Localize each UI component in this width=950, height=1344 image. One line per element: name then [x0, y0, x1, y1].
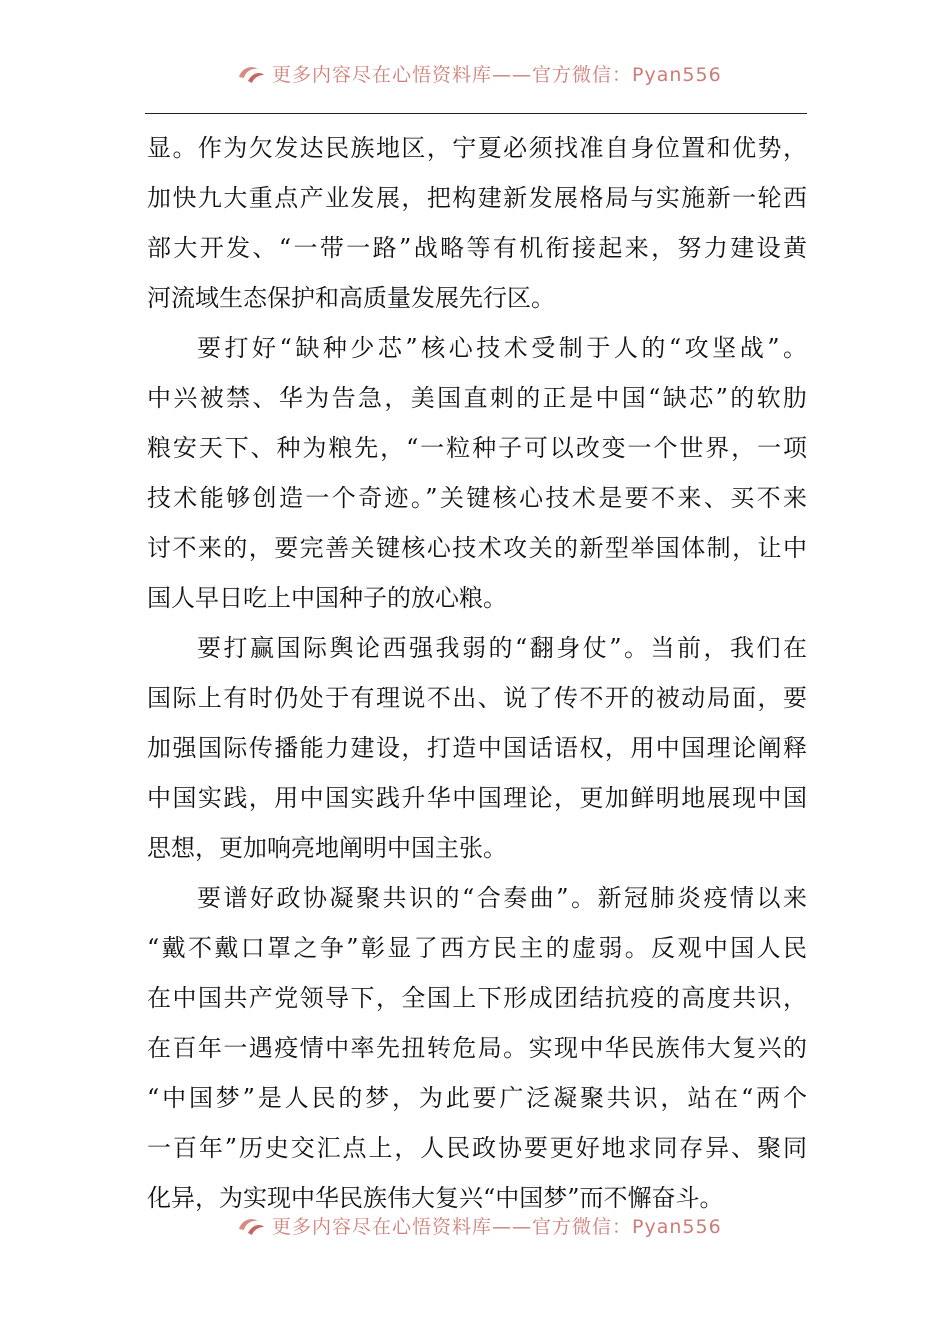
text-line: 要打好“缺种少芯”核心技术受制于人的“攻坚战”。	[197, 334, 807, 362]
text-line: 中国实践，用中国实践升华中国理论，更加鲜明地展现中国	[147, 784, 807, 812]
text-line: 在百年一遇疫情中率先扭转危局。实现中华民族伟大复兴的	[147, 1034, 807, 1062]
header-watermark	[0, 56, 950, 86]
text-line: 国际上有时仍处于有理说不出、说了传不开的被动局面，要	[147, 684, 807, 712]
text-line: 要谱好政协凝聚共识的“合奏曲”。新冠肺炎疫情以来	[197, 884, 807, 912]
text-line: 粮安天下、种为粮先，“一粒种子可以改变一个世界，一项	[147, 434, 807, 462]
text-line: 要打赢国际舆论西强我弱的“翻身仗”。当前，我们在	[197, 634, 807, 662]
paragraph	[147, 623, 807, 873]
text-line: 思想，更加响亮地阐明中国主张。	[147, 834, 507, 862]
footer-watermark	[0, 1208, 950, 1238]
text-line: 中兴被禁、华为告急，美国直刺的正是中国“缺芯”的软肋	[147, 384, 807, 412]
text-line: 显。作为欠发达民族地区，宁夏必须找准自身位置和优势，	[147, 134, 807, 162]
paragraph	[147, 873, 807, 1223]
text-line: “中国梦”是人民的梦，为此要广泛凝聚共识，站在“两个	[147, 1084, 807, 1112]
text-line: 技术能够创造一个奇迹。”关键核心技术是要不来、买不来	[147, 484, 807, 512]
document-body	[147, 123, 807, 1223]
text-line: 在中国共产党领导下，全国上下形成团结抗疫的高度共识，	[147, 984, 807, 1012]
paragraph	[147, 323, 807, 623]
watermark-text: 更多内容尽在心悟资料库——官方微信：Pyan556	[272, 1216, 722, 1238]
text-line: 加强国际传播能力建设，打造中国话语权，用中国理论阐释	[147, 734, 807, 762]
text-line: 讨不来的，要完善关键核心技术攻关的新型举国体制，让中	[147, 534, 807, 562]
paragraph	[147, 123, 807, 323]
header-rule	[145, 113, 807, 114]
text-line: 国人早日吃上中国种子的放心粮。	[147, 584, 507, 612]
text-line: 化异，为实现中华民族伟大复兴“中国梦”而不懈奋斗。	[147, 1184, 724, 1212]
text-line: 一百年”历史交汇点上，人民政协要更好地求同存异、聚同	[147, 1134, 807, 1162]
text-line: “戴不戴口罩之争”彰显了西方民主的虚弱。反观中国人民	[147, 934, 807, 962]
watermark-text: 更多内容尽在心悟资料库——官方微信：Pyan556	[272, 64, 722, 86]
watermark-logo-icon	[236, 1215, 266, 1237]
watermark-logo-icon	[236, 63, 266, 85]
text-line: 部大开发、“一带一路”战略等有机衔接起来，努力建设黄	[147, 234, 807, 262]
text-line: 河流域生态保护和高质量发展先行区。	[147, 284, 555, 312]
text-line: 加快九大重点产业发展，把构建新发展格局与实施新一轮西	[147, 184, 807, 212]
